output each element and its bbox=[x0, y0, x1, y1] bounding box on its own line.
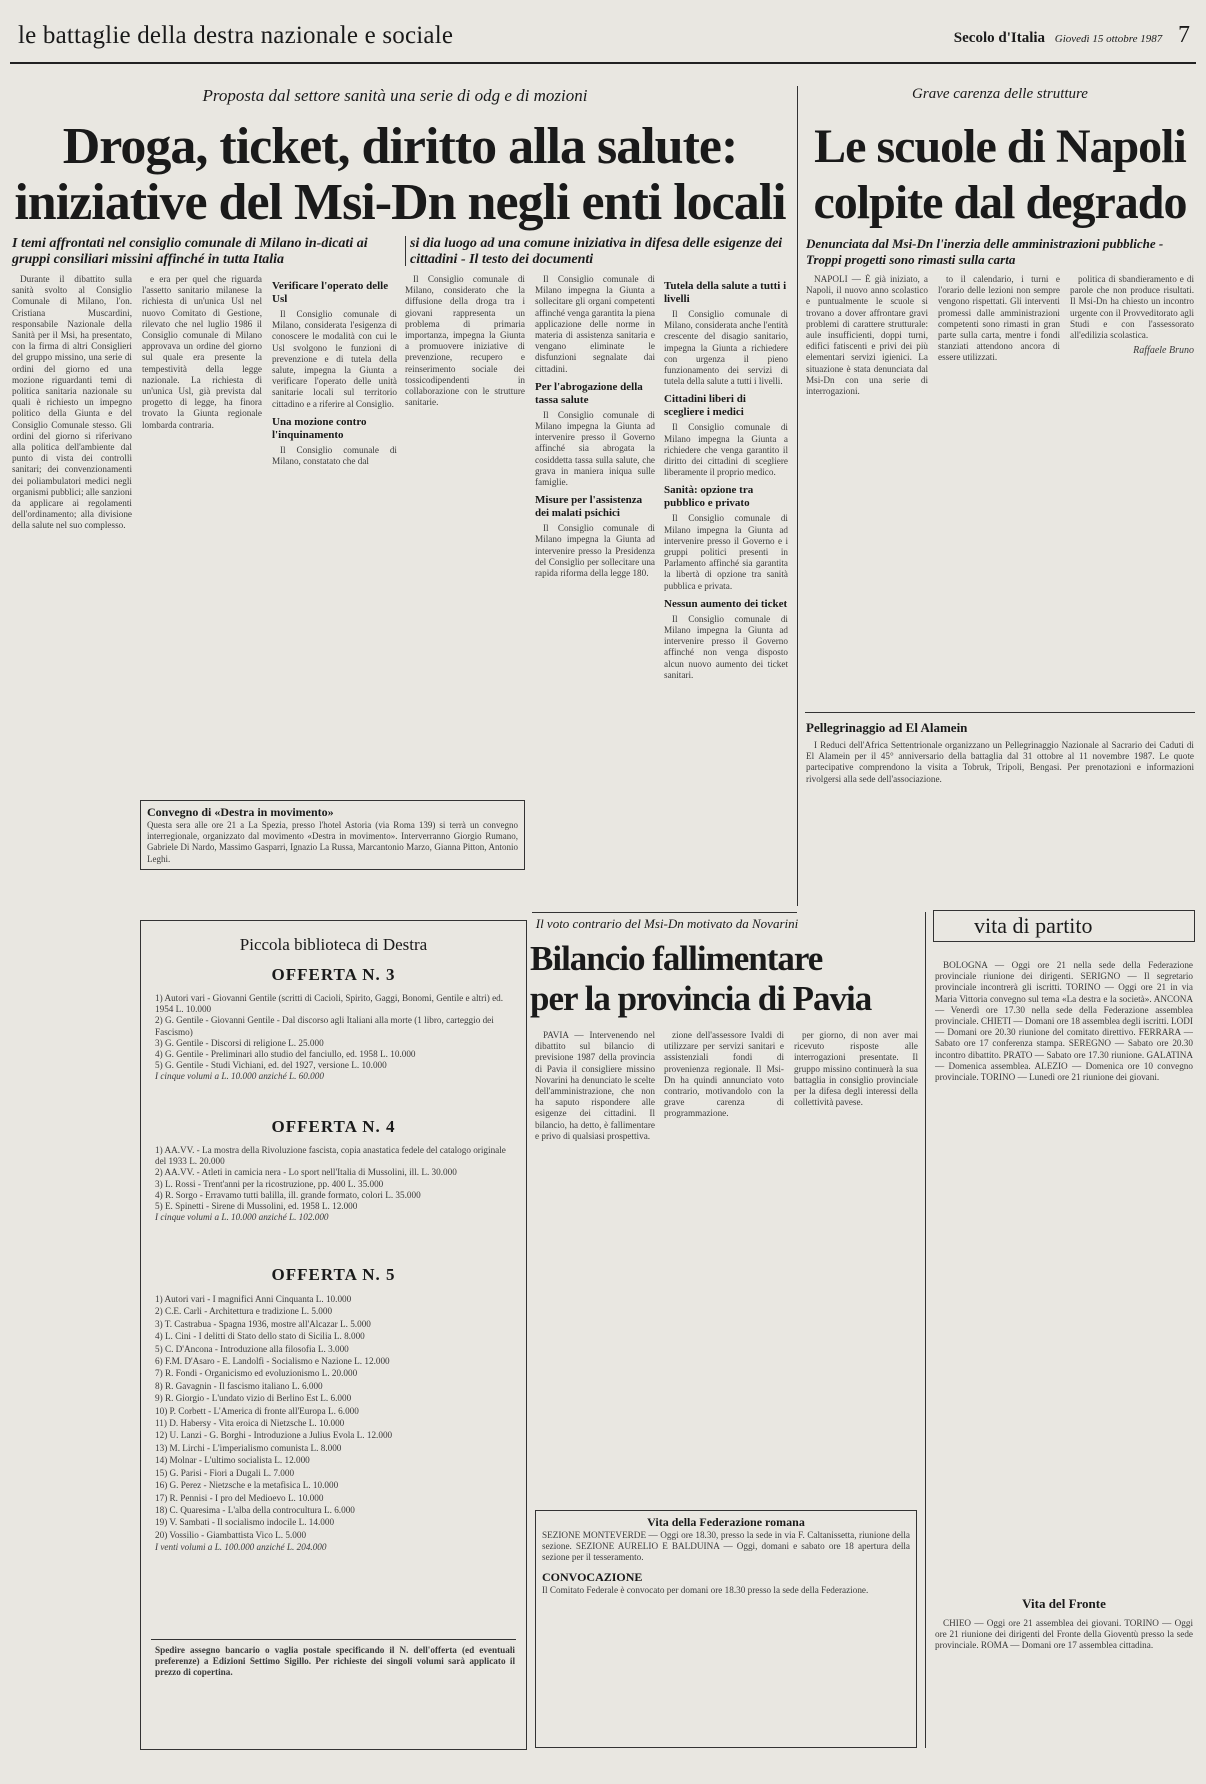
napoli-deck: Denunciata dal Msi-Dn l'inerzia delle amministrazioni pubbliche - Troppi progetti sono rimasti sulla carta bbox=[806, 236, 1164, 267]
offer3-total: I cinque volumi a L. 10.000 anziché L. 60.000 bbox=[155, 1071, 324, 1082]
main-headline-line1: Droga, ticket, diritto alla salute: bbox=[62, 118, 738, 175]
offer5-item-9: 9) R. Giorgio - L'undato vizio di Berlino Est L. 6.000 bbox=[155, 1393, 352, 1404]
pavia-headline-line1: Bilancio fallimentare bbox=[530, 939, 823, 978]
offer4-title: OFFERTA N. 4 bbox=[271, 1117, 396, 1136]
main-kicker: Proposta dal settore sanità una serie di odg e di mozioni bbox=[202, 86, 588, 105]
napoli-column-2 bbox=[938, 274, 1060, 704]
sub-tassa: Per l'abrogazione della tassa salute bbox=[535, 380, 643, 406]
federazione-box bbox=[535, 1510, 917, 1748]
sub-ticket: Nessun aumento dei ticket bbox=[664, 597, 788, 610]
offer5-item-15: 15) G. Parisi - Fiori a Dugali L. 7.000 bbox=[155, 1467, 295, 1478]
main-col6d-text: Il Consiglio comunale di Milano impegna la Giunta ad intervenire presso il Governo affinché non venga disposto alcun nuovo aumento dei ticket sanitari. bbox=[664, 613, 788, 680]
napoli-column-1 bbox=[806, 274, 928, 704]
main-headline-line2: iniziative del Msi-Dn negli enti locali bbox=[14, 174, 786, 231]
offer5-item-14: 14) Molnar - L'ultimo socialista L. 12.000 bbox=[155, 1455, 310, 1466]
offer3-item-2: 2) G. Gentile - Giovanni Gentile - Dal discorso agli Italiani alla morte (1 libro, carteggio dei Fascismo) bbox=[155, 1015, 494, 1037]
page-number: 7 bbox=[1178, 22, 1190, 48]
pavia-column-3 bbox=[794, 1030, 918, 1500]
masthead-paper bbox=[954, 22, 1190, 49]
offer5-item-10: 10) P. Corbett - L'America di fronte all'Europa L. 6.000 bbox=[155, 1405, 359, 1416]
offer5-item-8: 8) R. Gavagnin - Il fascismo italiano L. 6.000 bbox=[155, 1380, 323, 1391]
divider-main-napoli bbox=[797, 86, 798, 906]
offer5-item-5: 5) C. D'Ancona - Introduzione alla filosofia L. 3.000 bbox=[155, 1343, 349, 1354]
federazione-title: Vita della Federazione romana bbox=[647, 1515, 805, 1529]
deck-divider bbox=[405, 236, 406, 266]
offer3-item-4: 4) G. Gentile - Preliminari allo studio del fanciullo, ed. 1958 L. 10.000 bbox=[155, 1049, 416, 1060]
convegno-box bbox=[140, 800, 525, 870]
offer5-title: OFFERTA N. 5 bbox=[271, 1265, 396, 1284]
offer5-item-19: 19) V. Sambati - Il socialismo indocile L. 14.000 bbox=[155, 1517, 335, 1528]
sub-tutela: Tutela della salute a tutti i livelli bbox=[664, 280, 787, 305]
offer5-item-17: 17) R. Pennisi - I pro del Medioevo L. 10.000 bbox=[155, 1492, 324, 1503]
offer5-item-1: 1) Autori vari - I magnifici Anni Cinquanta L. 10.000 bbox=[155, 1294, 352, 1304]
main-column-5 bbox=[535, 274, 655, 794]
vita-fronte-body bbox=[935, 1618, 1193, 1746]
offer4-item-3: 3) L. Rossi - Trent'anni per la ricostruzione, pp. 400 L. 35.000 bbox=[155, 1178, 384, 1189]
offer5-item-6: 6) F.M. D'Asaro - E. Landolfi - Socialismo e Nazione L. 12.000 bbox=[155, 1356, 390, 1367]
offer5-item-20: 20) Vossilio - Giambattista Vico L. 5.000 bbox=[155, 1529, 307, 1540]
biblioteca-title: Piccola biblioteca di Destra bbox=[239, 935, 428, 954]
offer5-item-4: 4) L. Cini - I delitti di Stato dello stato di Sicilia L. 8.000 bbox=[155, 1331, 365, 1342]
offer3-item-1: 1) Autori vari - Giovanni Gentile (scritti di Cacioli, Spirito, Gaggi, Bonomi, Gentile e altri) ed. 1954 L. 10.000 bbox=[155, 993, 504, 1015]
pellegrinaggio-text: I Reduci dell'Africa Settentrionale organizzano un Pellegrinaggio Nazionale al Sacrario dei Caduti di El Alamein per il 45° anniversario della battaglia dal 31 ottobre al 11 novembre 1987. Le quote partecipative comprendono la visita a Tobruk, Tripoli, Bengasi. Per prenotazioni e informazioni rivolgersi alla sede dell'associazione. bbox=[806, 740, 1194, 784]
masthead-rule bbox=[10, 62, 1196, 64]
main-column-3 bbox=[272, 274, 397, 794]
main-col3-text: Il Consiglio comunale di Milano, considerata l'esigenza di conoscere le modalità con cui le Usl svolgono le funzioni di prevenzione e di tutela della salute, impegna la Giunta a verificare l'operato delle unità sanitarie locali sul territorio cittadino e a riferire al Consiglio. bbox=[272, 309, 397, 409]
main-col5b-text: Il Consiglio comunale di Milano impegna la Giunta ad intervenire presso il Governo affinché sia abrogata la cosiddetta tassa sulla salute, che grava in maniera iniqua sulle famiglie. bbox=[535, 409, 655, 488]
offer5-item-7: 7) R. Fondi - Organicismo ed evoluzionismo L. 20.000 bbox=[155, 1368, 358, 1379]
convegno-body: Questa sera alle ore 21 a La Spezia, presso l'hotel Astoria (via Roma 139) si terrà un convegno interregionale, organizzato dal movimento «Destra in movimento». Interverranno Giorgio Rumano, Gabriele Di Nardo, Massimo Gasparri, Ignazio La Russa, Marcantonio Marzo, Gianna Pitton, Antonio Leghi. bbox=[147, 820, 518, 864]
sub-opzione: Sanità: opzione tra pubblico e privato bbox=[664, 484, 754, 510]
main-col6-text: Il Consiglio comunale di Milano, considerata anche l'entità crescente del disagio sanitario, impegna la Giunta a richiedere con urgenza il pieno funzionamento dei servizi di tutela della salute a tutti i livelli. bbox=[664, 309, 788, 387]
main-column-6 bbox=[664, 274, 788, 794]
vita-fronte-title: Vita del Fronte bbox=[1022, 1596, 1106, 1611]
sub-psichici: Misure per l'assistenza dei malati psichici bbox=[535, 494, 643, 520]
main-column-1 bbox=[12, 274, 132, 1784]
masthead-section-title: le battaglie della destra nazionale e sociale bbox=[18, 22, 454, 49]
napoli-col2-text: to il calendario, i turni e l'orario delle lezioni non sempre vengono rispettati. Gli interventi promessi dalle amministrazioni competenti sono rimasti in gran parte sulla carta, mentre i fondi stanziati attendono ancora di essere utilizzati. bbox=[938, 274, 1060, 363]
sub-mozione: Una mozione contro l'inquinamento bbox=[272, 415, 367, 441]
sub-cittadini: Cittadini liberi di scegliere i medici bbox=[664, 393, 746, 419]
vita-fronte-text: CHIEO — Oggi ore 21 assemblea dei giovani. TORINO — Oggi ore 21 riunione dei dirigenti del Fronte della Gioventù presso la sede provinciale. ROMA — Domani ore 17 assemblea cittadina. bbox=[935, 1618, 1193, 1651]
ordering-note: Spedire assegno bancario o vaglia postale specificando il N. dell'offerta (ed eventuali preferenze) a Edizioni Settimo Sigillo. Per richieste dei singoli volumi sarà applicato il prezzo di copertina. bbox=[155, 1645, 515, 1678]
pavia-column-1 bbox=[535, 1030, 655, 1500]
pellegrinaggio-title: Pellegrinaggio ad El Alamein bbox=[806, 720, 968, 735]
main-col4-text: Il Consiglio comunale di Milano, considerato che la diffusione della droga tra i giovani rappresenta un problema di primaria importanza, impegna la Giunta a promuovere iniziative di prevenzione, recupero e reinserimento sociale dei tossicodipendenti in collaborazione con le strutture sanitarie. bbox=[405, 274, 525, 408]
pavia-col2-text: zione dell'assessore Ivaldi di utilizzare per servizi sanitari e assistenziali fondi di provenienza regionale. Il Msi-Dn ha quindi annunciato voto contrario, motivandolo con la grave carenza di programmazione. bbox=[664, 1030, 784, 1119]
convocazione-title: CONVOCAZIONE bbox=[542, 1569, 643, 1584]
offer3-list bbox=[155, 993, 515, 1103]
offer5-total: I venti volumi a L. 100.000 anziché L. 204.000 bbox=[155, 1542, 327, 1553]
main-col6b-text: Il Consiglio comunale di Milano impegna la Giunta a richiedere che venga garantito il diritto dei cittadini di scegliere liberamente il proprio medico. bbox=[664, 422, 788, 478]
rule-pavia-top bbox=[532, 912, 797, 913]
main-col5c-text: Il Consiglio comunale di Milano impegna la Giunta ad intervenire presso la Presidenza del Consiglio per sollecitare una rapida riforma della legge 180. bbox=[535, 523, 655, 579]
main-col1-text: Durante il dibattito sulla sanità svolto al Consiglio Comunale di Milano, l'on. Cristiana Muscardini, responsabile Nazionale della Sanità per il Msi, ha presentato, con la firma di altri Consiglieri del gruppo missino, una serie di ordini del giorno ed una mozione riguardanti temi di politica sanitaria nazionale su quali è richiesto un impegno politico della Giunta e del Consiglio Comunale stesso. Gli ordini del giorno si riferivano alla politica dell'ambiente dal punto di vista dei controlli sanitari; dei convenzionamenti dei poliambulatori medici negli organismi pubblici; alle sanzioni da applicare ai regolamenti dell'ordinamento; alla divisione della salute nel suo complesso. bbox=[12, 274, 132, 531]
main-col2-text: e era per quel che riguarda l'assetto sanitario milanese la richiesta di un'unica Usl nel nuovo Comitato di Gestione, rilevato che nel luglio 1986 il Consiglio comunale di Milano approvava un ordine del giorno sul quale era presente la tempestività della legge nazionale. La richiesta di un'unica Usl, già prevista dal progetto di legge, ha finora trovato la Giunta regionale lombarda contraria. bbox=[142, 274, 262, 430]
offer5-item-13: 13) M. Lirchi - L'imperialismo comunista L. 8.000 bbox=[155, 1442, 342, 1453]
paper-name: Secolo d'Italia bbox=[953, 30, 1046, 46]
offer5-item-12: 12) U. Lanzi - G. Borghi - Introduzione a Julius Evola L. 12.000 bbox=[155, 1430, 393, 1441]
ordering-rule bbox=[151, 1639, 516, 1640]
vita-partito-body bbox=[935, 960, 1193, 1580]
offer3-title: OFFERTA N. 3 bbox=[271, 965, 396, 984]
offer3-item-5: 5) G. Gentile - Studi Vichiani, ed. del 1927, versione L. 10.000 bbox=[155, 1060, 387, 1071]
main-col6c-text: Il Consiglio comunale di Milano impegna la Giunta ad intervenire presso il Governo e i gruppi politici presenti in Parlamento affinché sia garantita la libertà di opzione tra sanità pubblica e privata. bbox=[664, 513, 788, 591]
main-deck-left: I temi affrontati nel consiglio comunale di Milano in-dicati ai gruppi consiliari missini affinché in tutta Italia bbox=[12, 236, 368, 267]
pavia-column-2 bbox=[664, 1030, 784, 1500]
napoli-col1-text: NAPOLI — È già iniziato, a Napoli, il nuovo anno scolastico e puntualmente le scuole si trovano a dover affrontare gravi problemi di carattere strutturale: aule insufficienti, doppi turni, edifici fatiscenti e privi dei più elementari servizi igienici. La situazione è stata denunciata dal Msi-Dn con una serie di interrogazioni. bbox=[806, 274, 928, 397]
offer4-item-1: 1) AA.VV. - La mostra della Rivoluzione fascista, copia anastatica fedele del catalogo originale del 1933 L. 20.000 bbox=[155, 1145, 506, 1167]
main-col5-text: Il Consiglio comunale di Milano impegna la Giunta a sollecitare gli organi competenti affinché venga garantita la piena applicazione delle norme in materia di assistenza sanitaria e vengano eliminate le disfunzioni segnalate dai cittadini. bbox=[535, 274, 655, 374]
napoli-kicker: Grave carenza delle strutture bbox=[912, 86, 1088, 102]
pavia-col1-text: PAVIA — Intervenendo nel dibattito sul bilancio di previsione 1987 della provincia di Pavia il consigliere missino Novarini ha denunciato le scelte dell'amministrazione, che non ha saputo rispondere alle esigenze dei cittadini. Il bilancio, ha detto, è fallimentare e privo di qualsiasi prospettiva. bbox=[535, 1030, 655, 1141]
pellegrinaggio-body bbox=[806, 740, 1194, 900]
issue-date: Giovedì 15 ottobre 1987 bbox=[1054, 33, 1163, 45]
offer5-item-11: 11) D. Habersy - Vita eroica di Nietzsche L. 10.000 bbox=[155, 1418, 345, 1429]
main-deck-right: si dia luogo ad una comune iniziativa in difesa delle esigenze dei cittadini - Il testo dei documenti bbox=[410, 236, 783, 267]
napoli-headline-line1: Le scuole di Napoli bbox=[814, 120, 1186, 173]
napoli-headline-line2: colpite dal degrado bbox=[813, 176, 1187, 229]
main-column-4 bbox=[405, 274, 525, 794]
vita-partito-text: BOLOGNA — Oggi ore 21 nella sede della Federazione provinciale riunione dei dirigenti. SERIGNO — Il segretario provinciale incontrerà gli iscritti. TORINO — Oggi ore 21 in via Maria Vittoria convegno sul tema «La destra e la società». ANCONA — Venerdì ore 17.30 nella sede della Federazione assemblea provinciale. CHIETI — Domani ore 18 assemblea degli iscritti. LODI — Domani ore 20.30 riunione del comitato direttivo. FERRARA — Sabato ore 17 conferenza stampa. SEREGNO — Sabato ore 20.30 incontro dibattito. PRATO — Sabato ore 17.30 riunione. GALATINA — Domenica assemblea. ALEZIO — Domenica ore 10 convegno provinciale. TORINO — Lunedì ore 21 riunione dei giovani. bbox=[935, 960, 1193, 1083]
main-col3b-text: Il Consiglio comunale di Milano, constatato che dal bbox=[272, 444, 397, 467]
offer3-item-3: 3) G. Gentile - Discorsi di religione L. 25.000 bbox=[155, 1037, 324, 1048]
main-column-2 bbox=[142, 274, 262, 794]
offer4-item-5: 5) E. Spinetti - Sirene di Mussolini, ed. 1958 L. 12.000 bbox=[155, 1201, 358, 1212]
offer5-item-2: 2) C.E. Carli - Architettura e tradizione L. 5.000 bbox=[155, 1306, 333, 1317]
offer4-item-2: 2) AA.VV. - Atleti in camicia nera - Lo sport nell'Italia di Mussolini, ill. L. 30.000 bbox=[155, 1167, 457, 1178]
napoli-signature: Raffaele Bruno bbox=[1133, 345, 1194, 357]
offer5-list bbox=[155, 1293, 515, 1623]
rule-pellegrinaggio bbox=[805, 712, 1195, 713]
pavia-kicker: Il voto contrario del Msi-Dn motivato da Novarini bbox=[535, 916, 799, 931]
vita-partito-title: vita di partito bbox=[933, 910, 1195, 942]
offer4-total: I cinque volumi a L. 10.000 anziché L. 102.000 bbox=[155, 1212, 329, 1223]
offer5-item-16: 16) G. Perez - Nietzsche e la metafisica L. 10.000 bbox=[155, 1480, 339, 1491]
federazione-body: SEZIONE MONTEVERDE — Oggi ore 18.30, presso la sede in via F. Caltanissetta, riunione della sezione. SEZIONE AURELIO E BALDUINA — Oggi, domani e sabato ore 18 apertura della sezione per il tesseramento. bbox=[542, 1530, 910, 1563]
sub-verificare: Verificare l'operato delle Usl bbox=[272, 280, 389, 305]
offer5-item-18: 18) C. Quaresima - L'alba della controcultura L. 6.000 bbox=[155, 1504, 355, 1515]
napoli-column-3 bbox=[1070, 274, 1194, 704]
napoli-col3-text: politica di sbandieramento e di parole che non produce risultati. Il Msi-Dn ha chiesto un incontro urgente con il Provveditorato agli Studi e con l'assessorato all'edilizia scolastica. bbox=[1070, 274, 1194, 341]
pavia-headline-line2: per la provincia di Pavia bbox=[530, 979, 872, 1018]
convegno-title: Convegno di «Destra in movimento» bbox=[147, 805, 334, 819]
offer4-item-4: 4) R. Sorgo - Erravamo tutti balilla, ill. grande formato, colori L. 35.000 bbox=[155, 1189, 421, 1200]
pavia-col3-text: per giorno, di non aver mai ricevuto risposte alle interrogazioni presentate. Il gruppo missino continuerà la sua battaglia in consiglio provinciale per la difesa degli interessi della collettività pavese. bbox=[794, 1030, 918, 1108]
convocazione-body: Il Comitato Federale è convocato per domani ore 18.30 presso la sede della Federazione. bbox=[542, 1584, 869, 1595]
offer5-item-3: 3) T. Castrabua - Spagna 1936, mostre all'Alcazar L. 5.000 bbox=[155, 1318, 371, 1329]
divider-pavia-vita bbox=[925, 912, 926, 1748]
offer4-list bbox=[155, 1145, 515, 1245]
biblioteca-box bbox=[140, 920, 527, 1750]
